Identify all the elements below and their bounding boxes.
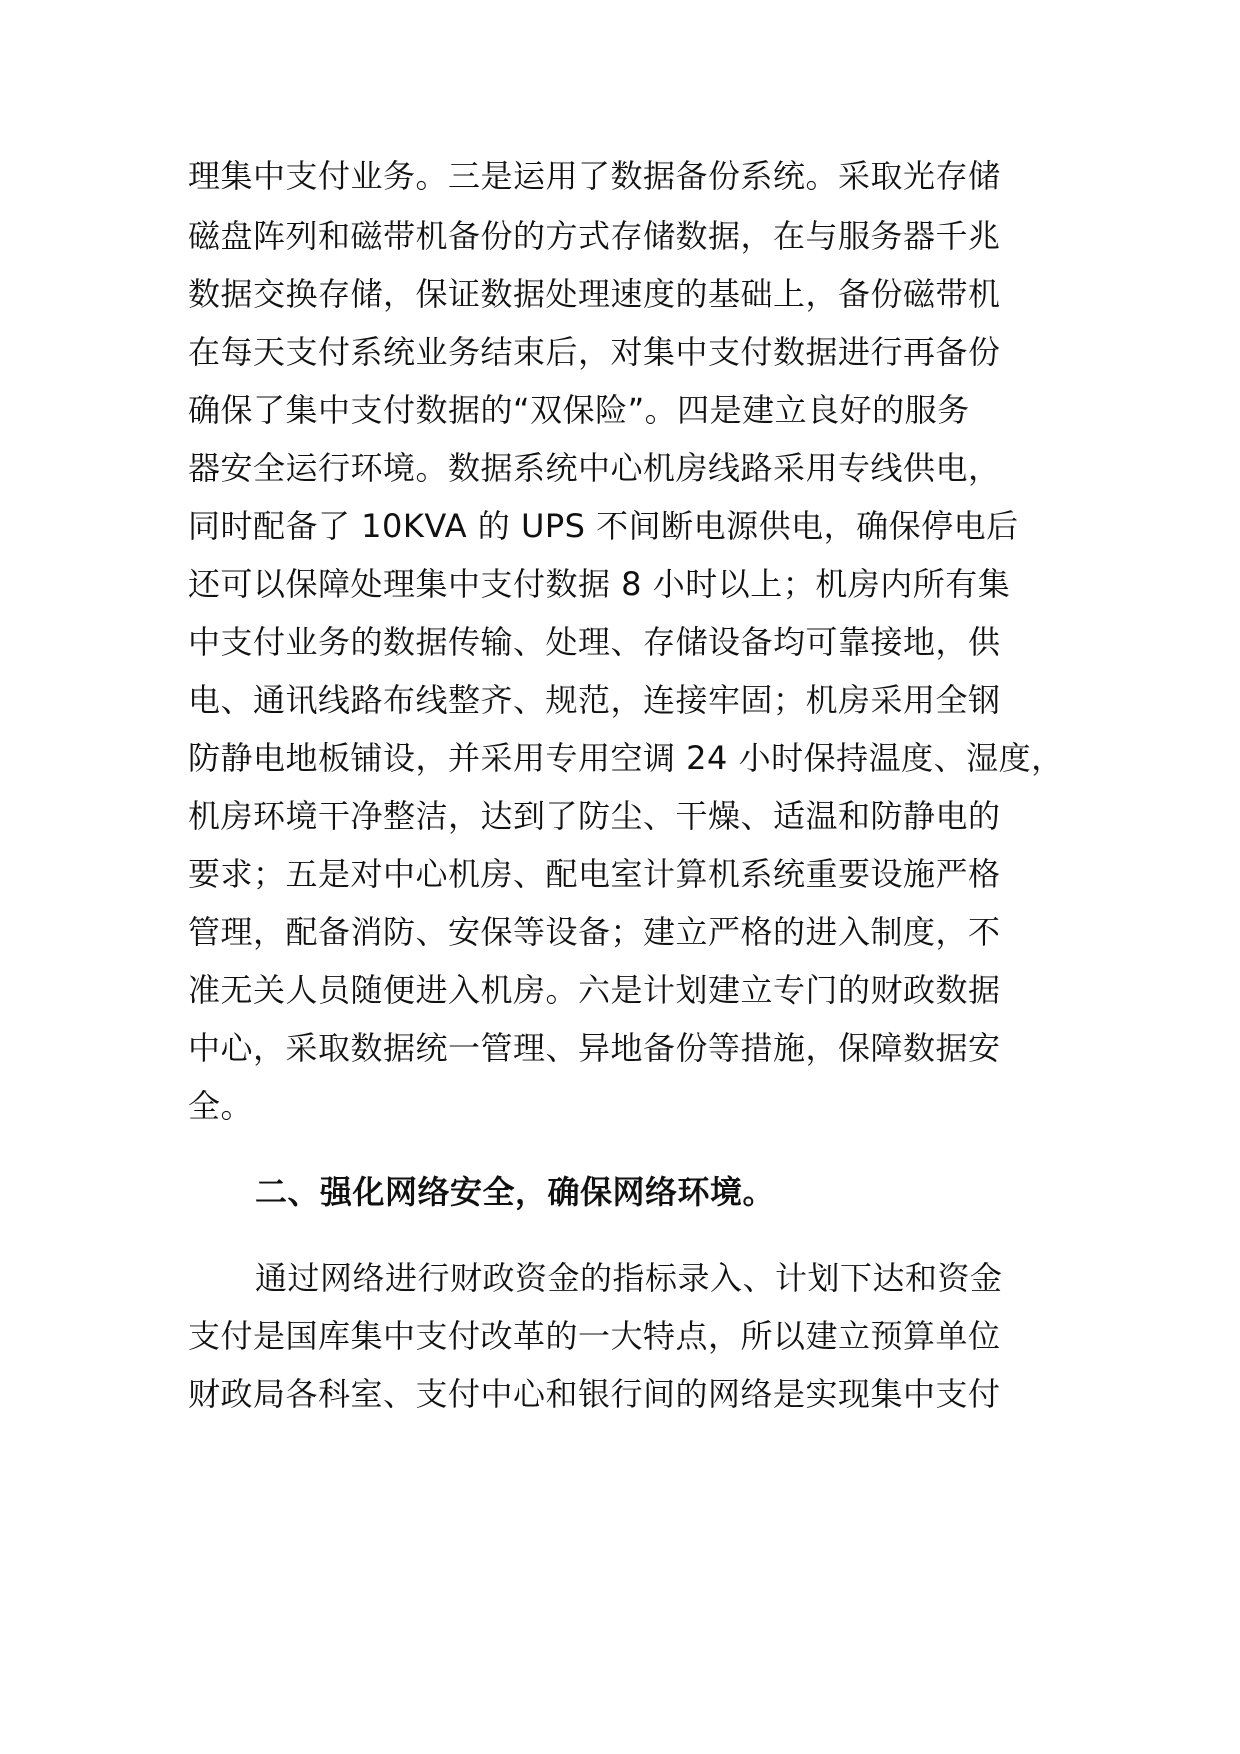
body-text-line: 财政局各科室、支付中心和银行间的网络是实现集中支付	[188, 1375, 1001, 1413]
body-text-line: 数据交换存储，保证数据处理速度的基础上，备份磁带机	[188, 275, 1001, 313]
body-text-line: 支付是国库集中支付改革的一大特点，所以建立预算单位	[188, 1317, 1001, 1355]
body-text-line: 准无关人员随便进入机房。六是计划建立专门的财政数据	[188, 971, 1001, 1009]
body-text-line: 理集中支付业务。三是运用了数据备份系统。采取光存储	[188, 157, 1001, 195]
body-text-line: 全。	[188, 1087, 254, 1125]
body-text-line: 中心，采取数据统一管理、异地备份等措施，保障数据安	[188, 1029, 1001, 1067]
body-text-line: 管理，配备消防、安保等设备；建立严格的进入制度，不	[188, 913, 1001, 951]
body-text-line: 机房环境干净整洁，达到了防尘、干燥、适温和防静电的	[188, 797, 1001, 835]
body-text-line: 还可以保障处理集中支付数据 8 小时以上；机房内所有集	[188, 565, 1011, 603]
body-text-line: 电、通讯线路布线整齐、规范，连接牢固；机房采用全钢	[188, 681, 1001, 719]
body-text-line: 在每天支付系统业务结束后，对集中支付数据进行再备份	[188, 333, 1001, 371]
body-text-line: 磁盘阵列和磁带机备份的方式存储数据，在与服务器千兆	[188, 217, 1001, 255]
body-text-line: 同时配备了 10KVA 的 UPS 不间断电源供电，确保停电后	[188, 507, 1019, 545]
body-text-line: 通过网络进行财政资金的指标录入、计划下达和资金	[255, 1259, 1003, 1297]
section-heading: 二、强化网络安全，确保网络环境。	[255, 1173, 776, 1211]
body-text-line: 要求；五是对中心机房、配电室计算机系统重要设施严格	[188, 855, 1001, 893]
body-text-line: 中支付业务的数据传输、处理、存储设备均可靠接地，供	[188, 623, 1001, 661]
body-text-line: 确保了集中支付数据的“双保险”。四是建立良好的服务	[188, 391, 970, 429]
body-text-line: 器安全运行环境。数据系统中心机房线路采用专线供电，	[188, 449, 1001, 487]
body-text-line: 防静电地板铺设，并采用专用空调 24 小时保持温度、湿度，	[188, 739, 1064, 777]
